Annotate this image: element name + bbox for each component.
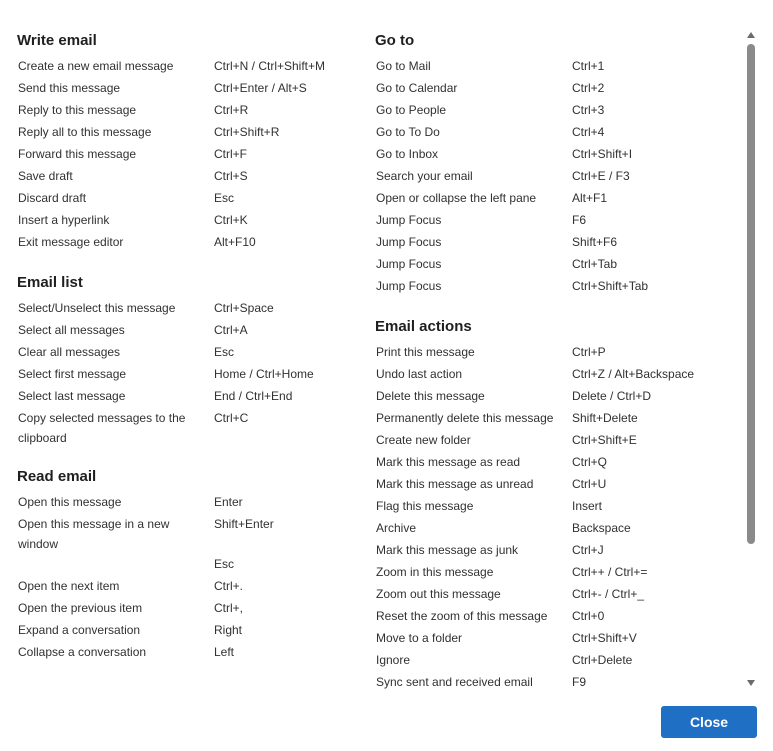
shortcut-row xyxy=(18,122,358,144)
shortcut-row xyxy=(376,78,741,100)
shortcut-key: Ctrl+Shift+R xyxy=(214,125,280,139)
section-title-go-to: Go to xyxy=(375,32,415,49)
shortcut-row xyxy=(18,554,358,576)
shortcut-key: Alt+F10 xyxy=(214,235,256,249)
section-email-actions xyxy=(376,316,741,690)
shortcut-action: Open the previous item xyxy=(18,601,143,615)
vertical-scrollbar[interactable] xyxy=(744,30,758,688)
chevron-down-icon[interactable] xyxy=(747,680,755,686)
shortcut-row xyxy=(376,342,741,364)
shortcut-action: Go to Inbox xyxy=(376,147,439,161)
shortcut-action: Send this message xyxy=(18,81,121,95)
scrollbar-thumb[interactable] xyxy=(747,44,755,544)
shortcut-action: Flag this message xyxy=(376,499,474,513)
shortcut-key: Ctrl++ / Ctrl+= xyxy=(572,565,648,579)
shortcut-row xyxy=(18,320,358,342)
shortcut-action: Jump Focus xyxy=(376,257,442,271)
shortcut-action: Mark this message as unread xyxy=(376,477,534,491)
shortcut-row xyxy=(376,232,741,254)
shortcut-key: Shift+F6 xyxy=(572,235,618,249)
right-column xyxy=(376,30,741,690)
shortcut-key: Ctrl+Shift+Tab xyxy=(572,279,649,293)
shortcut-key: Right xyxy=(214,623,243,637)
shortcut-row xyxy=(376,144,741,166)
shortcut-row xyxy=(376,386,741,408)
shortcut-key: Ctrl+E / F3 xyxy=(572,169,630,183)
shortcut-key: Ctrl+Z / Alt+Backspace xyxy=(572,367,695,381)
shortcut-action xyxy=(18,554,214,576)
shortcut-key: Ctrl+Enter / Alt+S xyxy=(214,81,307,95)
shortcut-action: Select all messages xyxy=(18,323,125,337)
shortcut-row xyxy=(18,386,358,408)
shortcut-key: Ctrl+3 xyxy=(572,103,605,117)
shortcut-key: Esc xyxy=(214,557,235,571)
left-column xyxy=(18,30,358,664)
shortcut-row xyxy=(18,642,358,664)
shortcut-row xyxy=(376,474,741,496)
shortcut-row xyxy=(18,342,358,364)
shortcut-key: F9 xyxy=(572,675,587,689)
shortcut-action: Mark this message as junk xyxy=(376,543,519,557)
shortcut-action: Archive xyxy=(376,521,417,535)
shortcut-list xyxy=(18,56,358,254)
shortcut-row xyxy=(18,576,358,598)
section-read-email xyxy=(18,466,358,664)
close-button[interactable]: Close xyxy=(661,706,757,738)
shortcut-action: Collapse a conversation xyxy=(18,645,147,659)
shortcut-row xyxy=(376,496,741,518)
section-title-read-email: Read email xyxy=(17,468,97,485)
shortcut-action: Create a new email message xyxy=(18,59,174,73)
shortcut-key: Ctrl+J xyxy=(572,543,604,557)
shortcut-key: Left xyxy=(214,645,235,659)
shortcut-row xyxy=(376,122,741,144)
shortcut-key: Ctrl+Tab xyxy=(572,257,618,271)
shortcut-key: Ctrl+. xyxy=(214,579,244,593)
shortcut-key: Ctrl+Shift+V xyxy=(572,631,637,645)
shortcut-action: Zoom in this message xyxy=(376,565,494,579)
shortcut-action: Expand a conversation xyxy=(18,623,141,637)
shortcut-action: Jump Focus xyxy=(376,213,442,227)
shortcut-key: End / Ctrl+End xyxy=(214,389,293,403)
shortcut-key: Ctrl+F xyxy=(214,147,247,161)
shortcut-key: Ctrl+4 xyxy=(572,125,605,139)
shortcut-row xyxy=(18,56,358,78)
shortcut-list xyxy=(18,298,358,448)
shortcut-row xyxy=(18,364,358,386)
section-write-email xyxy=(18,30,358,254)
chevron-up-icon[interactable] xyxy=(747,32,755,38)
shortcut-action: Insert a hyperlink xyxy=(18,213,110,227)
shortcut-key: Ctrl+Shift+I xyxy=(572,147,633,161)
shortcut-action: Select last message xyxy=(18,389,126,403)
shortcut-action: Open this message in a new window xyxy=(18,517,170,551)
shortcut-row xyxy=(18,166,358,188)
shortcut-key: Ctrl+P xyxy=(572,345,606,359)
shortcut-action: Mark this message as read xyxy=(376,455,521,469)
shortcut-action: Reply to this message xyxy=(18,103,137,117)
shortcut-action: Permanently delete this message xyxy=(376,411,554,425)
shortcut-key: Ctrl+C xyxy=(214,411,249,425)
shortcut-action: Print this message xyxy=(376,345,475,359)
shortcut-key: Delete / Ctrl+D xyxy=(572,389,652,403)
shortcut-action: Reply all to this message xyxy=(18,125,152,139)
shortcut-row xyxy=(18,620,358,642)
shortcut-action: Delete this message xyxy=(376,389,485,403)
shortcut-row xyxy=(376,56,741,78)
shortcut-action: Undo last action xyxy=(376,367,463,381)
shortcut-key: Ctrl+A xyxy=(214,323,248,337)
shortcut-row xyxy=(376,518,741,540)
shortcut-key: Ctrl+N / Ctrl+Shift+M xyxy=(214,59,326,73)
shortcut-action: Open this message xyxy=(18,495,122,509)
shortcut-action: Open the next item xyxy=(18,579,120,593)
shortcut-row xyxy=(376,628,741,650)
shortcut-row xyxy=(18,78,358,100)
shortcut-key: F6 xyxy=(572,213,587,227)
shortcut-action: Create new folder xyxy=(376,433,471,447)
shortcut-key: Backspace xyxy=(572,521,631,535)
shortcut-key: Ctrl+, xyxy=(214,601,244,615)
shortcut-action: Exit message editor xyxy=(18,235,124,249)
shortcut-key: Ctrl+Shift+E xyxy=(572,433,637,447)
shortcut-list xyxy=(376,342,741,690)
shortcut-row xyxy=(376,452,741,474)
shortcut-action: Discard draft xyxy=(18,191,87,205)
shortcut-row xyxy=(376,166,741,188)
shortcut-row xyxy=(376,672,741,690)
shortcut-row xyxy=(376,540,741,562)
shortcut-row xyxy=(18,408,358,448)
section-go-to xyxy=(376,30,741,298)
shortcut-row xyxy=(18,210,358,232)
shortcut-action: Zoom out this message xyxy=(376,587,501,601)
shortcut-row xyxy=(376,584,741,606)
shortcut-list xyxy=(376,56,741,298)
shortcut-key: Ctrl+R xyxy=(214,103,249,117)
shortcut-row xyxy=(376,100,741,122)
shortcut-key: Ctrl+- / Ctrl+_ xyxy=(572,587,645,601)
shortcut-key: Ctrl+S xyxy=(214,169,248,183)
shortcut-key: Shift+Enter xyxy=(214,517,274,531)
section-email-list xyxy=(18,272,358,448)
shortcut-row xyxy=(18,298,358,320)
shortcut-list xyxy=(18,492,358,664)
shortcut-key: Ctrl+Delete xyxy=(572,653,633,667)
shortcut-row xyxy=(18,598,358,620)
shortcut-action: Jump Focus xyxy=(376,235,442,249)
shortcut-row xyxy=(18,144,358,166)
shortcut-row xyxy=(376,210,741,232)
shortcut-row xyxy=(376,188,741,210)
shortcut-action: Sync sent and received email xyxy=(376,675,533,689)
shortcut-row xyxy=(18,514,358,554)
shortcut-row xyxy=(376,562,741,584)
shortcut-action: Reset the zoom of this message xyxy=(376,609,548,623)
shortcut-row xyxy=(376,650,741,672)
shortcut-action: Move to a folder xyxy=(376,631,463,645)
shortcut-action: Jump Focus xyxy=(376,279,442,293)
shortcut-action: Go to People xyxy=(376,103,447,117)
shortcut-row xyxy=(18,100,358,122)
shortcut-key: Home / Ctrl+Home xyxy=(214,367,314,381)
shortcut-key: Ctrl+Space xyxy=(214,301,274,315)
shortcut-key: Ctrl+K xyxy=(214,213,248,227)
section-title-write-email: Write email xyxy=(17,32,97,49)
shortcut-key: Shift+Delete xyxy=(572,411,638,425)
shortcut-action: Select first message xyxy=(18,367,127,381)
shortcut-key: Ctrl+Q xyxy=(572,455,608,469)
shortcut-key: Esc xyxy=(214,191,235,205)
shortcut-action: Go to Calendar xyxy=(376,81,458,95)
shortcut-action: Forward this message xyxy=(18,147,137,161)
shortcut-row xyxy=(18,232,358,254)
shortcut-row xyxy=(376,276,741,298)
shortcut-row xyxy=(376,254,741,276)
shortcut-key: Esc xyxy=(214,345,235,359)
shortcut-row xyxy=(376,364,741,386)
shortcut-key: Alt+F1 xyxy=(572,191,608,205)
shortcut-action: Open or collapse the left pane xyxy=(376,191,537,205)
shortcut-action: Go to Mail xyxy=(376,59,431,73)
shortcut-row xyxy=(376,430,741,452)
shortcut-row xyxy=(18,188,358,210)
shortcut-row xyxy=(18,492,358,514)
shortcut-key: Ctrl+2 xyxy=(572,81,605,95)
shortcut-action: Save draft xyxy=(18,169,73,183)
shortcut-action: Ignore xyxy=(376,653,411,667)
shortcut-key: Ctrl+0 xyxy=(572,609,605,623)
shortcut-key: Insert xyxy=(572,499,603,513)
shortcut-key: Ctrl+1 xyxy=(572,59,605,73)
shortcut-row xyxy=(376,408,741,430)
shortcut-action: Select/Unselect this message xyxy=(18,301,176,315)
shortcut-action: Go to To Do xyxy=(376,125,440,139)
shortcut-key: Enter xyxy=(214,495,243,509)
shortcut-row xyxy=(376,606,741,628)
shortcut-action: Search your email xyxy=(376,169,473,183)
shortcut-action: Copy selected messages to the clipboard xyxy=(18,411,186,445)
shortcut-action: Clear all messages xyxy=(18,345,121,359)
section-title-email-list: Email list xyxy=(17,274,83,291)
shortcut-key: Ctrl+U xyxy=(572,477,607,491)
section-title-email-actions: Email actions xyxy=(375,318,472,335)
